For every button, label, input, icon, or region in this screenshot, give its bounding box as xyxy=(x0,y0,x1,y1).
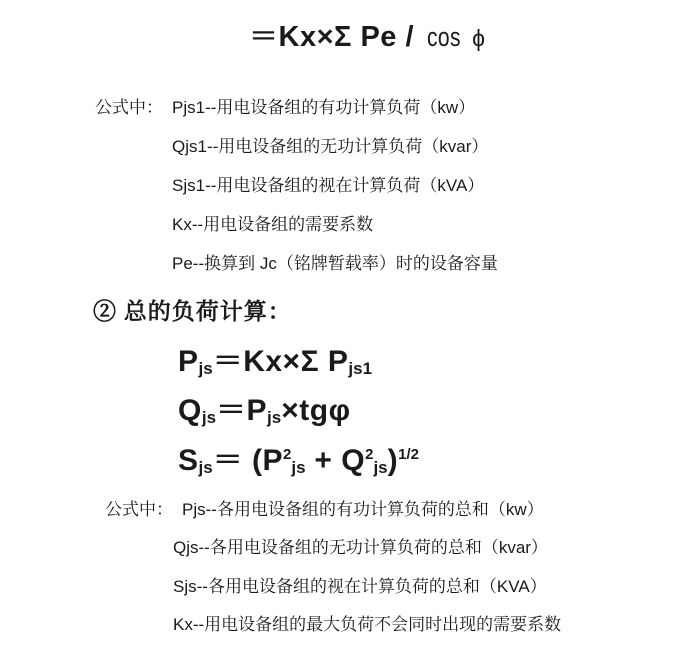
formula-cos-text: cos xyxy=(426,22,461,52)
definition-line xyxy=(173,538,548,558)
definition-pe: Pe--换算到 Jc（铭牌暂载率）时的设备容量 xyxy=(172,254,498,273)
definition-pjs: Pjs--各用电设备组的有功计算负荷的总和（kw） xyxy=(182,500,544,519)
formula-text: ＝ (P xyxy=(212,444,284,477)
formula-subscript: js xyxy=(373,458,388,477)
definition-line xyxy=(95,98,475,118)
formula-subscript: js xyxy=(291,458,306,477)
formula-apparent-load-total xyxy=(178,446,419,476)
formula-subscript: js xyxy=(201,408,217,427)
definition-line xyxy=(172,176,484,196)
definition-qjs1: Qjs1--用电设备组的无功计算负荷（kvar） xyxy=(172,137,489,156)
formula-text: P xyxy=(178,345,199,378)
formula-phi-symbol: ϕ xyxy=(472,25,486,51)
formula-subscript: js1 xyxy=(348,359,373,378)
formula-text: ＝Kx×Σ P xyxy=(212,345,349,378)
formula-reactive-load-total xyxy=(178,396,351,426)
definition-line xyxy=(105,500,544,520)
formula-apparent-load-continued xyxy=(249,23,486,52)
definition-line xyxy=(173,615,561,635)
formula-superscript: 2 xyxy=(283,446,292,463)
definition-sjs: Sjs--各用电设备组的视在计算负荷的总和（KVA） xyxy=(173,577,547,596)
formula-active-load-total xyxy=(178,347,372,377)
formula-text: + Q xyxy=(305,444,366,477)
definition-line xyxy=(172,137,488,157)
definition-kx: Kx--用电设备组的需要系数 xyxy=(172,215,374,234)
formula-text: Q xyxy=(178,394,202,427)
definition-kx-max: Kx--用电设备组的最大负荷不会同时出现的需要系数 xyxy=(173,615,562,634)
formula-text: ×tgφ xyxy=(281,394,351,427)
definition-qjs: Qjs--各用电设备组的无功计算负荷的总和（kvar） xyxy=(173,538,548,557)
section-heading-total-load: ② 总的负荷计算： xyxy=(93,299,292,324)
definition-sjs1: Sjs1--用电设备组的视在计算负荷（kVA） xyxy=(172,176,485,195)
definition-line xyxy=(172,215,373,235)
definitions-label: 公式中： xyxy=(95,98,163,117)
definition-line xyxy=(173,577,547,597)
formula-text: ＝P xyxy=(216,394,268,427)
formula-main-text: ＝Kx×Σ Pe / xyxy=(249,21,423,53)
definition-pjs1: Pjs1--用电设备组的有功计算负荷（kw） xyxy=(172,98,476,117)
formula-subscript: js xyxy=(198,359,213,378)
formula-superscript: 1/2 xyxy=(398,446,419,463)
formula-superscript: 2 xyxy=(365,446,374,463)
formula-text: ) xyxy=(387,444,399,477)
formula-text: S xyxy=(178,444,199,477)
formula-subscript: js xyxy=(198,458,213,477)
definition-line xyxy=(172,254,498,274)
definitions-label: 公式中： xyxy=(105,500,173,519)
formula-subscript: js xyxy=(267,408,282,427)
